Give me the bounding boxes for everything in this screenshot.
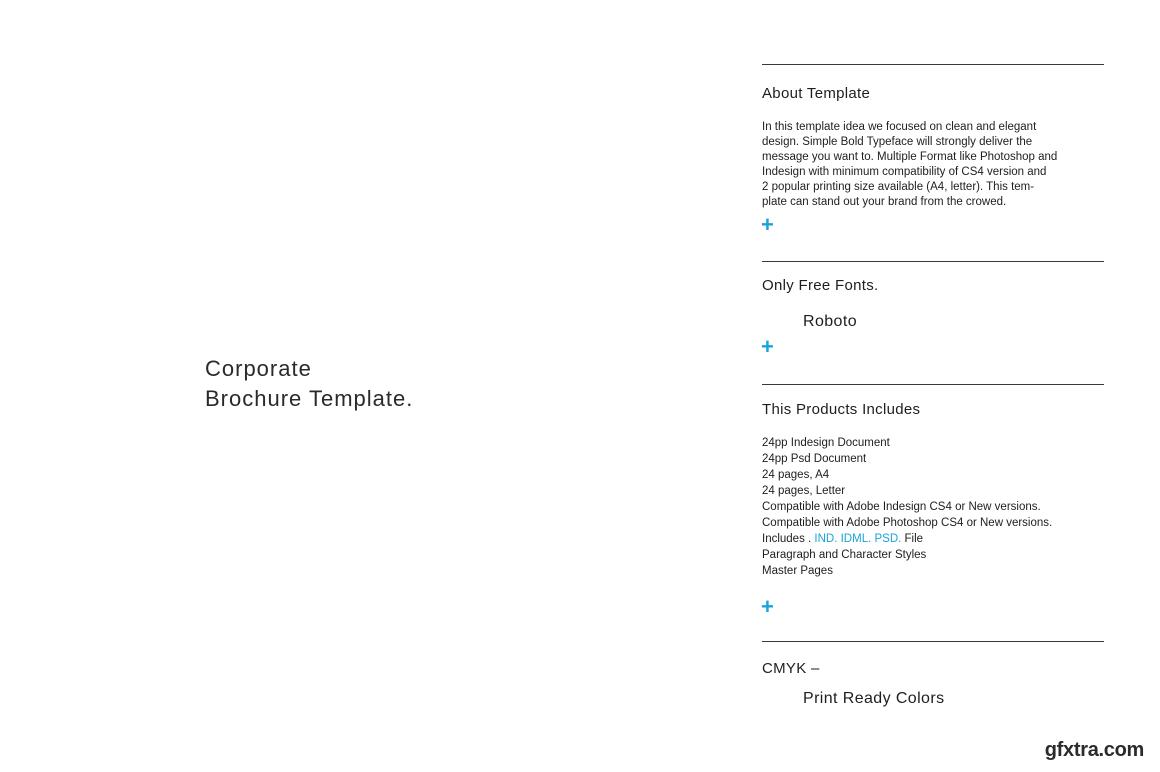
list-item-formats	[762, 531, 1052, 547]
includes-heading: This Products Includes	[762, 401, 921, 418]
about-description-line: Indesign with minimum compatibility of CS4 version and	[762, 166, 1047, 178]
fonts-expand-plus-icon[interactable]: +	[761, 334, 774, 359]
cmyk-heading: CMYK –	[762, 660, 820, 677]
about-description-line: message you want to. Multiple Format like Photoshop and	[762, 151, 1058, 163]
section-divider-about	[762, 64, 1104, 65]
list-item: Paragraph and Character Styles	[762, 549, 927, 561]
list-item: 24 pages, A4	[762, 469, 830, 481]
list-item: 24pp Indesign Document	[762, 437, 890, 449]
fonts-heading: Only Free Fonts.	[762, 277, 879, 294]
list-item: 24 pages, Letter	[762, 485, 846, 497]
section-divider-fonts	[762, 261, 1104, 262]
about-expand-plus-icon[interactable]: +	[761, 212, 774, 237]
section-divider-includes	[762, 384, 1104, 385]
about-description-line: 2 popular printing size available (A4, letter). This tem-	[762, 181, 1035, 193]
about-description	[762, 120, 1108, 210]
includes-expand-plus-icon[interactable]: +	[761, 594, 774, 619]
cover-title-line-1: Corporate	[205, 356, 312, 381]
cover-title	[205, 354, 413, 414]
font-name: Roboto	[803, 313, 857, 330]
list-item: 24pp Psd Document	[762, 453, 867, 465]
includes-list	[762, 435, 1052, 579]
formats-highlight: IND. IDML. PSD.	[814, 533, 902, 545]
about-description-line: design. Simple Bold Typeface will strongly deliver the	[762, 136, 1033, 148]
cmyk-subheading: Print Ready Colors	[803, 690, 945, 707]
about-description-line: plate can stand out your brand from the crowed.	[762, 196, 1007, 208]
cover-title-line-2: Brochure Template.	[205, 386, 414, 411]
watermark: gfxtra.com	[1044, 739, 1144, 761]
list-item: Compatible with Adobe Indesign CS4 or New versions.	[762, 501, 1041, 513]
formats-suffix: File	[901, 533, 924, 545]
section-divider-cmyk	[762, 641, 1104, 642]
list-item: Master Pages	[762, 565, 833, 577]
formats-prefix: Includes .	[762, 533, 815, 545]
about-description-line: In this template idea we focused on clean and elegant	[762, 121, 1037, 133]
list-item: Compatible with Adobe Photoshop CS4 or New versions.	[762, 517, 1053, 529]
about-heading: About Template	[762, 85, 871, 102]
